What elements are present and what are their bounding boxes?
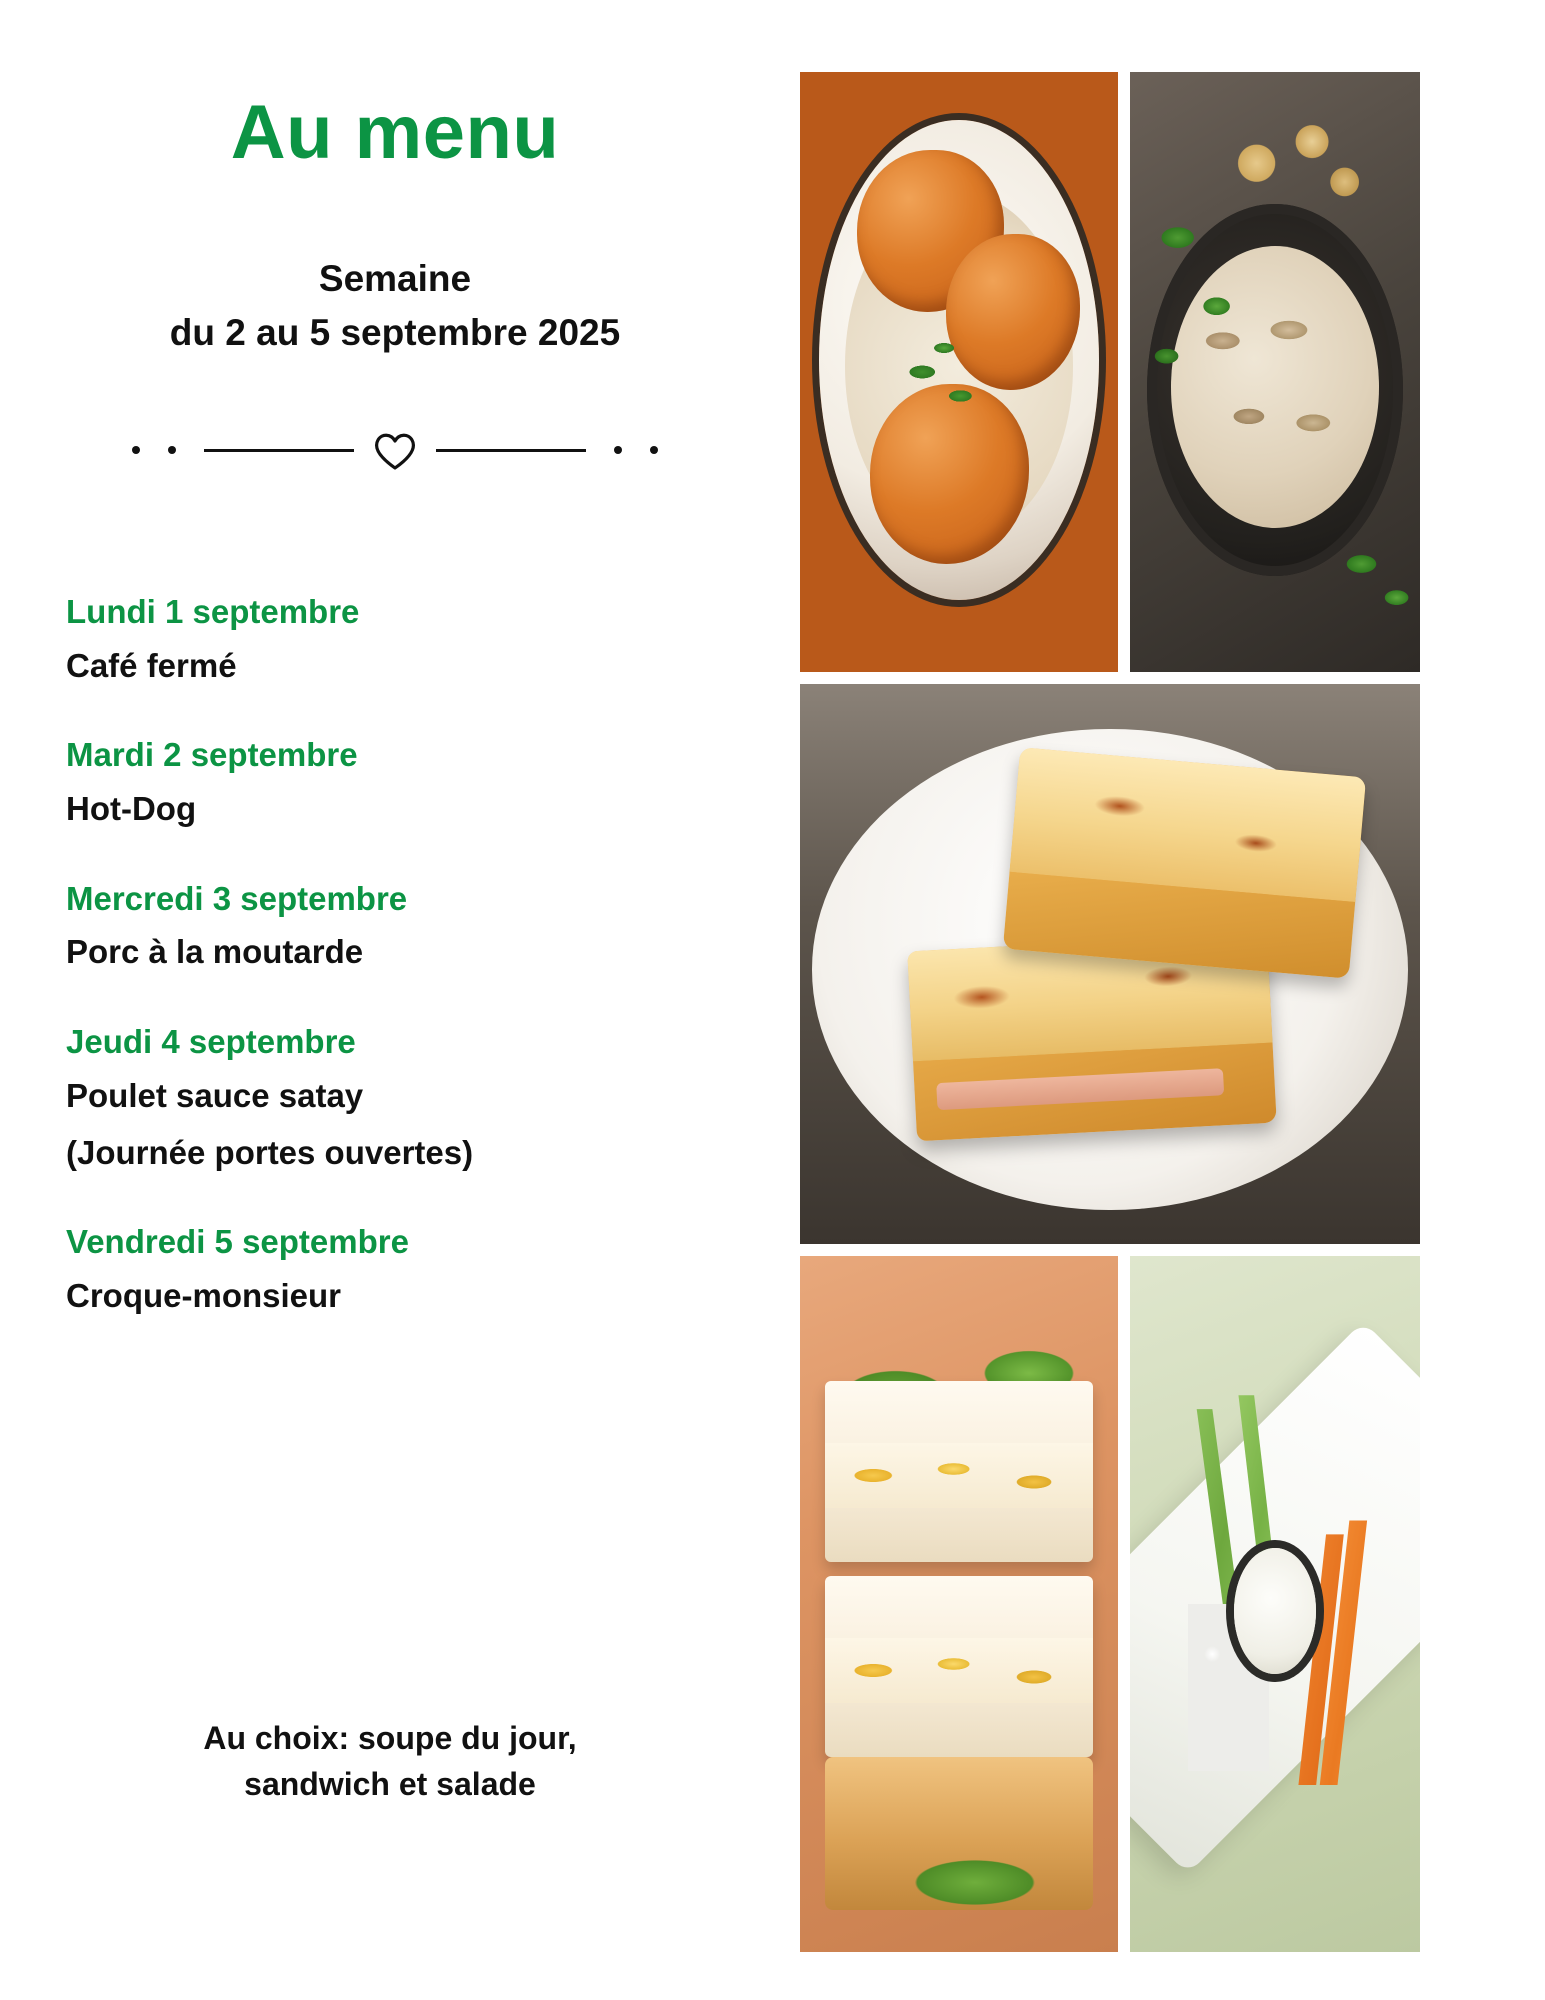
divider-rule bbox=[436, 449, 586, 452]
subtitle-line-1: Semaine bbox=[318, 258, 472, 299]
heart-icon bbox=[368, 423, 422, 477]
photo-butter-chicken bbox=[800, 72, 1118, 672]
day-label: Jeudi 4 septembre bbox=[66, 1023, 356, 1061]
day-dish: Porc à la moutarde bbox=[66, 933, 364, 971]
day-label: Mardi 2 septembre bbox=[66, 736, 358, 774]
photo-collage bbox=[800, 72, 1420, 1952]
menu-day-thursday bbox=[66, 1020, 766, 1176]
footer-line-1: Au choix: soupe du jour, bbox=[203, 1720, 577, 1756]
photo-crudites bbox=[1130, 1256, 1420, 1952]
divider-dot bbox=[168, 446, 176, 454]
day-label: Vendredi 5 septembre bbox=[66, 1223, 409, 1261]
photo-creamy-pork-skillet bbox=[1130, 72, 1420, 672]
day-dish: Poulet sauce satay bbox=[66, 1076, 364, 1114]
decorative-divider bbox=[0, 420, 790, 480]
menu-footer-note bbox=[40, 1715, 740, 1808]
menu-day-monday bbox=[66, 590, 766, 689]
divider-dot bbox=[614, 446, 622, 454]
day-note: (Journée portes ouvertes) bbox=[66, 1133, 474, 1171]
day-dish: Croque-monsieur bbox=[66, 1277, 342, 1315]
day-label: Mercredi 3 septembre bbox=[66, 879, 408, 917]
photo-egg-sandwich bbox=[800, 1256, 1118, 1952]
menu-day-tuesday bbox=[66, 733, 766, 832]
photo-croque-monsieur bbox=[800, 684, 1420, 1244]
menu-day-wednesday bbox=[66, 877, 766, 976]
footer-line-2: sandwich et salade bbox=[244, 1766, 536, 1803]
menu-day-list bbox=[66, 590, 766, 1364]
divider-dot bbox=[650, 446, 658, 454]
day-label: Lundi 1 septembre bbox=[66, 593, 360, 630]
divider-rule bbox=[204, 449, 354, 452]
week-subtitle bbox=[0, 252, 790, 359]
day-dish: Café fermé bbox=[66, 646, 237, 684]
divider-dot bbox=[132, 446, 140, 454]
day-dish: Hot-Dog bbox=[66, 789, 197, 827]
page-title: Au menu bbox=[230, 90, 560, 175]
menu-day-friday bbox=[66, 1220, 766, 1319]
subtitle-line-2: du 2 au 5 septembre 2025 bbox=[169, 311, 621, 353]
